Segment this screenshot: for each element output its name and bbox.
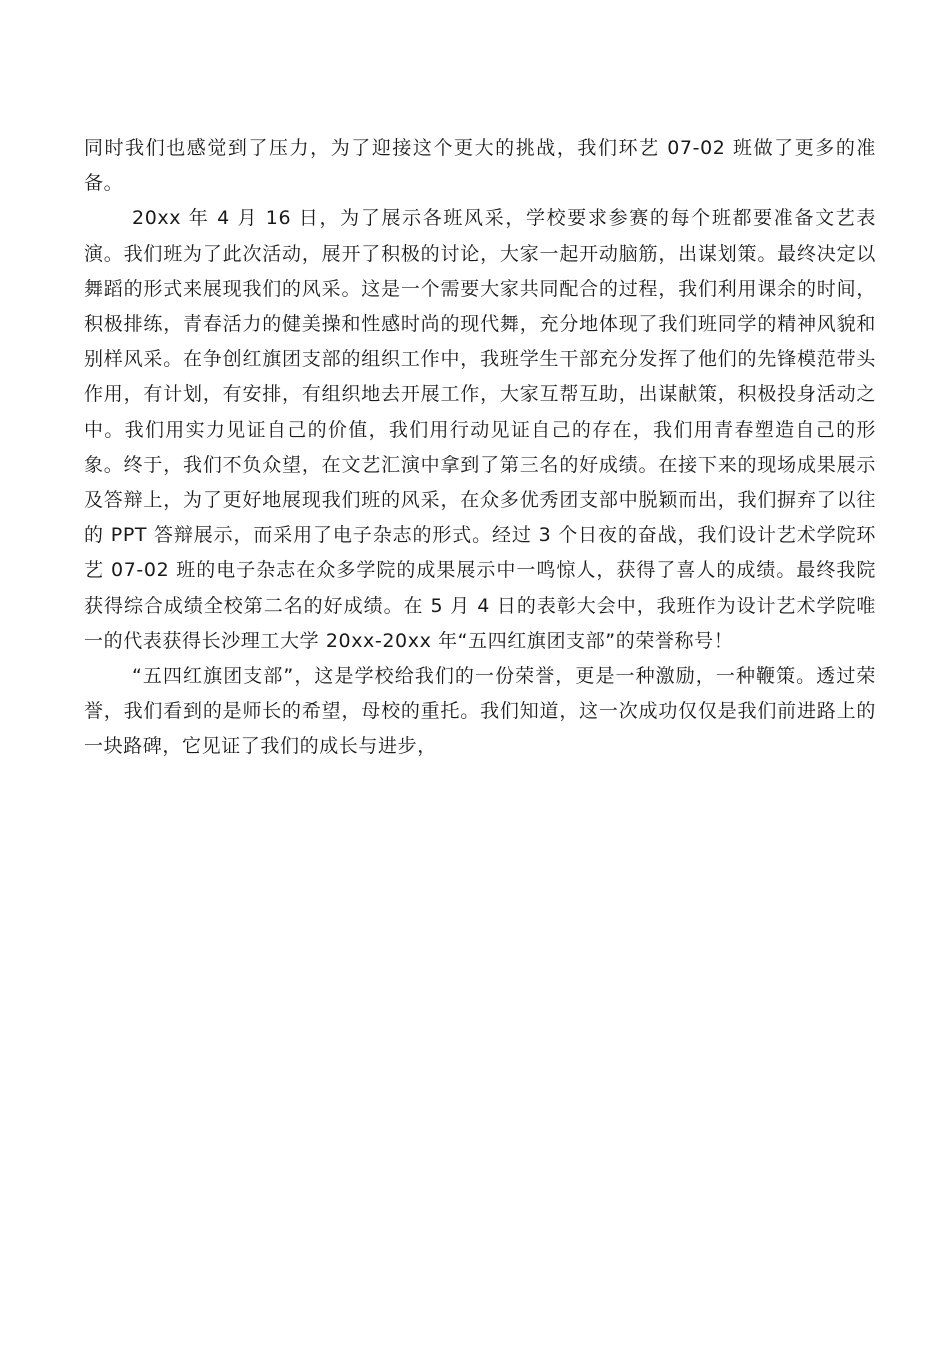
paragraph-honor: “五四红旗团支部”，这是学校给我们的一份荣誉，更是一种激励，一种鞭策。透过荣誉，我们看到的是师长的希望，母校的重托。我们知道，这一次成功仅仅是我们前进路上的一块路碑，它见证了我们的成长与进步， xyxy=(84,665,876,758)
paragraph-activity-report: 20xx 年 4 月 16 日，为了展示各班风采，学校要求参赛的每个班都要准备文艺表演。我们班为了此次活动，展开了积极的讨论，大家一起开动脑筋，出谋划策。最终决定以舞蹈的形式来展现我们的风采。这是一个需要大家共同配合的过程，我们利用课余的时间，积极排练，青春活力的健美操和性感时尚的现代舞，充分地体现了我们班同学的精神风貌和别样风采。在争创红旗团支部的组织工作中，我班学生干部充分发挥了他们的先锋模范带头作用，有计划，有安排，有组织地去开展工作，大家互帮互助，出谋献策，积极投身活动之中。我们用实力见证自己的价值，我们用行动见证自己的存在，我们用青春塑造自己的形象。终于，我们不负众望，在文艺汇演中拿到了第三名的好成绩。在接下来的现场成果展示及答辩上，为了更好地展现我们班的风采，在众多优秀团支部中脱颖而出，我们摒弃了以往的 PPT 答辩展示，而采用了电子杂志的形式。经过 3 个日夜的奋战，我们设计艺术学院环艺 07-02 班的电子杂志在众多学院的成果展示中一鸣惊人，获得了喜人的成绩。最终我院获得综合成绩全校第二名的好成绩。在 5 月 4 日的表彰大会中，我班作为设计艺术学院唯一的代表获得长沙理工大学 20xx-20xx 年“五四红旗团支部”的荣誉称号！ xyxy=(84,207,876,652)
body-text xyxy=(84,131,876,765)
paragraph-continuation: 同时我们也感觉到了压力，为了迎接这个更大的挑战，我们环艺 07-02 班做了更多的准备。 xyxy=(84,137,876,195)
